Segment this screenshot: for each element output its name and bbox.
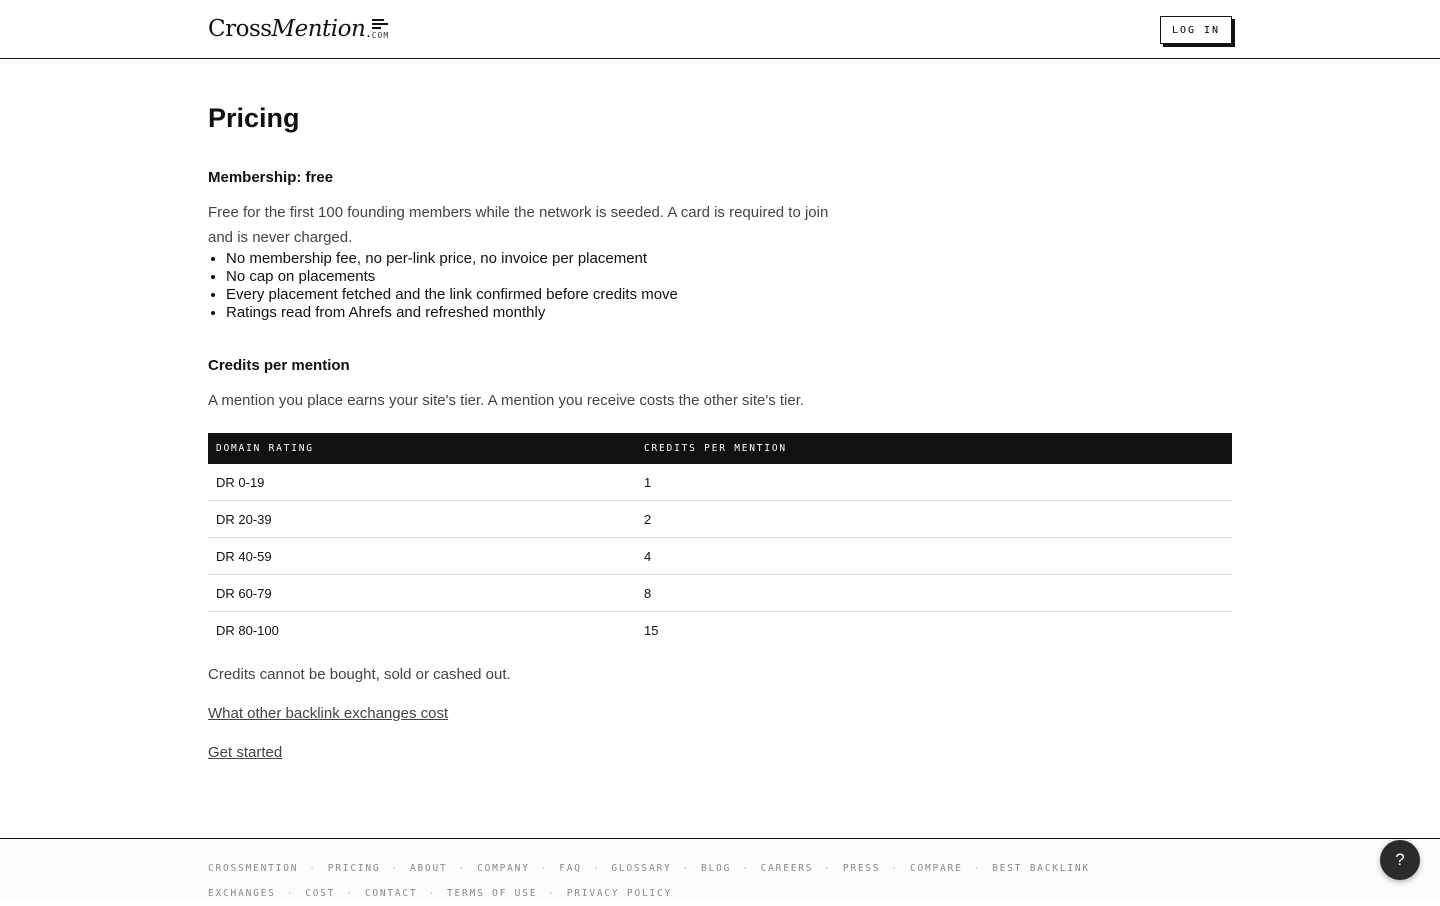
table-row bbox=[208, 575, 1232, 612]
logo-dot: . bbox=[366, 25, 371, 41]
domain-rating-cell: DR 0-19 bbox=[208, 464, 636, 501]
logo-tld-block bbox=[372, 14, 396, 44]
credits-note: Credits cannot be bought, sold or cashed out. bbox=[208, 666, 511, 683]
footer-separator: · bbox=[742, 863, 750, 874]
footer-link-crossmention[interactable]: CROSSMENTION bbox=[208, 863, 299, 874]
footer-link-careers[interactable]: CAREERS bbox=[760, 863, 814, 874]
table-row bbox=[208, 612, 1232, 649]
domain-rating-cell: DR 80-100 bbox=[216, 622, 279, 638]
footer-link-privacy-policy[interactable]: PRIVACY POLICY bbox=[566, 888, 673, 899]
credits-cell: 2 bbox=[636, 501, 1232, 538]
footer-link-blog[interactable]: BLOG bbox=[701, 863, 732, 874]
credits-heading: Credits per mention bbox=[208, 357, 350, 374]
footer-link-cost[interactable]: COST bbox=[305, 888, 336, 899]
column-header-domain-rating: DOMAIN RATING bbox=[216, 443, 314, 454]
list-item: • Ratings read from Ahrefs and refreshed monthly bbox=[226, 304, 678, 322]
column-header-credits: CREDITS PER MENTION bbox=[644, 443, 787, 454]
footer-separator: · bbox=[973, 863, 982, 874]
page-title: Pricing bbox=[208, 103, 300, 133]
help-button[interactable] bbox=[1380, 840, 1420, 880]
footer-separator: · bbox=[428, 888, 436, 899]
credits-description: A mention you place earns your site's tier. A mention you receive costs the other site's tier. bbox=[208, 392, 805, 409]
footer-separator: · bbox=[346, 888, 354, 899]
footer-separator: · bbox=[286, 888, 295, 899]
footer-link-company[interactable]: COMPANY bbox=[477, 863, 530, 874]
footer-link-faq[interactable]: FAQ bbox=[559, 863, 582, 874]
membership-heading: Membership: free bbox=[208, 169, 334, 186]
footer-separator: · bbox=[548, 888, 556, 899]
footer-separator: · bbox=[592, 863, 601, 874]
footer-link-contact[interactable]: CONTACT bbox=[364, 888, 418, 899]
footer-link-terms-of-use[interactable]: TERMS OF USE bbox=[447, 888, 538, 899]
credits-cell: 4 bbox=[636, 538, 1232, 575]
question-mark-icon: ? bbox=[1395, 850, 1405, 869]
domain-rating-cell: DR 20-39 bbox=[208, 501, 636, 538]
menu-bars-icon bbox=[372, 19, 388, 29]
footer-separator: · bbox=[458, 863, 467, 874]
footer-separator: · bbox=[824, 863, 832, 874]
credits-cell: 1 bbox=[636, 464, 1232, 501]
footer-separator: · bbox=[309, 863, 317, 874]
table-row bbox=[208, 501, 1232, 538]
table-row bbox=[208, 464, 1232, 501]
compare-costs-link[interactable]: What other backlink exchanges cost bbox=[208, 705, 449, 722]
site-logo[interactable] bbox=[208, 14, 396, 44]
domain-rating-cell: DR 40-59 bbox=[208, 538, 636, 575]
site-header bbox=[0, 0, 1440, 59]
footer-separator: · bbox=[891, 863, 899, 874]
footer-link-glossary[interactable]: GLOSSARY bbox=[611, 863, 672, 874]
list-item: • No membership fee, no per-link price, no invoice per placement bbox=[226, 250, 678, 268]
membership-description: Free for the first 100 founding members while the network is seeded. A card is required to join and is never charged. bbox=[208, 204, 829, 246]
credits-cell: 15 bbox=[644, 622, 659, 638]
logo-text-cross: Cross bbox=[208, 16, 272, 42]
footer-link-best-backlink-exchanges[interactable]: BEST BACKLINK EXCHANGES bbox=[208, 863, 1090, 899]
logo-text-mention: Mention bbox=[271, 16, 366, 42]
footer-link-pricing[interactable]: PRICING bbox=[327, 863, 381, 874]
list-item: • Every placement fetched and the link confirmed before credits move bbox=[226, 286, 678, 304]
table-row bbox=[208, 538, 1232, 575]
footer-separator: · bbox=[540, 863, 549, 874]
footer-link-about[interactable]: ABOUT bbox=[409, 863, 448, 874]
footer-link-compare[interactable]: COMPARE bbox=[909, 863, 963, 874]
get-started-link[interactable]: Get started bbox=[208, 744, 283, 761]
footer-separator: · bbox=[682, 863, 691, 874]
domain-rating-cell: DR 60-79 bbox=[208, 575, 636, 612]
footer-nav bbox=[208, 856, 1218, 906]
logo-tld: COM bbox=[371, 31, 390, 40]
footer-link-press[interactable]: PRESS bbox=[842, 863, 881, 874]
credits-cell: 8 bbox=[636, 575, 1232, 612]
table-header-row bbox=[208, 433, 1232, 464]
credits-table bbox=[208, 433, 1232, 648]
footer-separator: · bbox=[391, 863, 399, 874]
login-button[interactable]: LOG IN bbox=[1160, 16, 1232, 44]
membership-feature-list bbox=[208, 250, 678, 322]
site-footer bbox=[0, 838, 1440, 900]
list-item: • No cap on placements bbox=[226, 268, 678, 286]
